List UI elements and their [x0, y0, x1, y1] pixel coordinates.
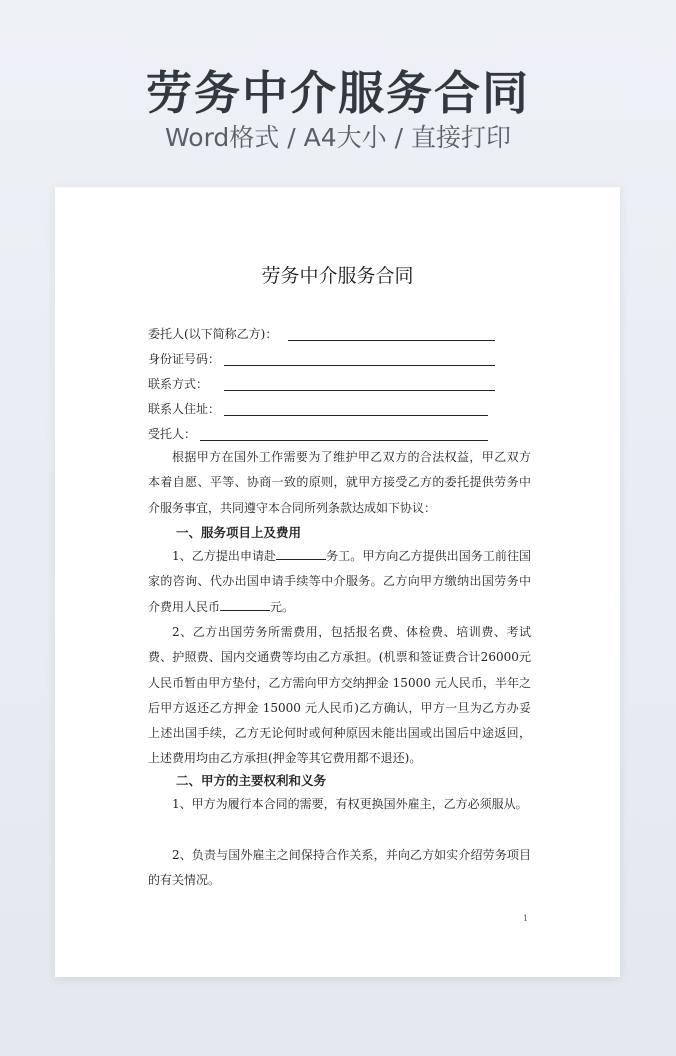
document-title: 劳务中介服务合同 [261, 265, 414, 287]
intro-paragraph: 根据甲方在国外工作需要为了维护甲乙双方的合法权益，甲乙双方本着自愿、平等、协商一致的原则，就甲方接受乙方的委托提供劳务中介服务事宜，共同遵守本合同所列条款达成如下协议： [148, 450, 531, 515]
section1-item2: 2、乙方出国劳务所需费用，包括报名费、体检费、培训费、考试费、护照费、国内交通费等均由乙方承担。(机票和签证费合计26000元人民币暂由甲方垫付，乙方需向甲方交纳押金 15000 元人民币，半年之后甲方返还乙方押金 15000 元人民币)乙方确认，甲方一旦为乙方办妥上述出国手续，乙方无论何时或何种原因未能出国或出国后中途返回，上述费用均由乙方承担(押金等其它费用都不退还)。 [148, 625, 531, 766]
field-trustee-line [200, 440, 488, 441]
fee-blank [220, 597, 270, 611]
field-id-label: 身份证号码： [148, 352, 221, 366]
section1-item1-part-a: 1、乙方提出申请赴 [172, 549, 277, 563]
document-page [55, 187, 620, 977]
banner-subtitle: Word格式 / A4大小 / 直接打印 [165, 123, 511, 152]
section1-item1-part-b: 务工。甲方向乙方提供出国务工前往国家的咨询、代办出国申请手续等中介服务。乙方向甲方缴纳出国劳务中介费用人民币 [148, 549, 531, 614]
field-contact-label: 联系方式： [148, 377, 209, 391]
page-number: 1 [522, 914, 528, 923]
destination-blank [276, 546, 326, 560]
section2-heading: 二、甲方的主要权利和义务 [176, 773, 327, 788]
field-trustee-label: 受托人： [148, 427, 197, 441]
field-client-label: 委托人(以下简称乙方)： [148, 327, 278, 341]
field-contact-line [224, 390, 495, 391]
banner-title: 劳务中介服务合同 [146, 66, 530, 120]
field-client-line [288, 340, 495, 341]
section2-item2: 2、负责与国外雇主之间保持合作关系，并向乙方如实介绍劳务项目的有关情况。 [148, 848, 531, 888]
section1-item1 [148, 544, 531, 620]
field-address-line [224, 415, 488, 416]
field-id-line [224, 365, 495, 366]
section1-item1-part-c: 元。 [270, 599, 295, 614]
field-address-label: 联系人住址： [148, 402, 221, 416]
section1-heading: 一、服务项目上及费用 [176, 525, 302, 540]
section2-item1: 1、甲方为履行本合同的需要，有权更换国外雇主，乙方必须服从。 [172, 797, 528, 811]
